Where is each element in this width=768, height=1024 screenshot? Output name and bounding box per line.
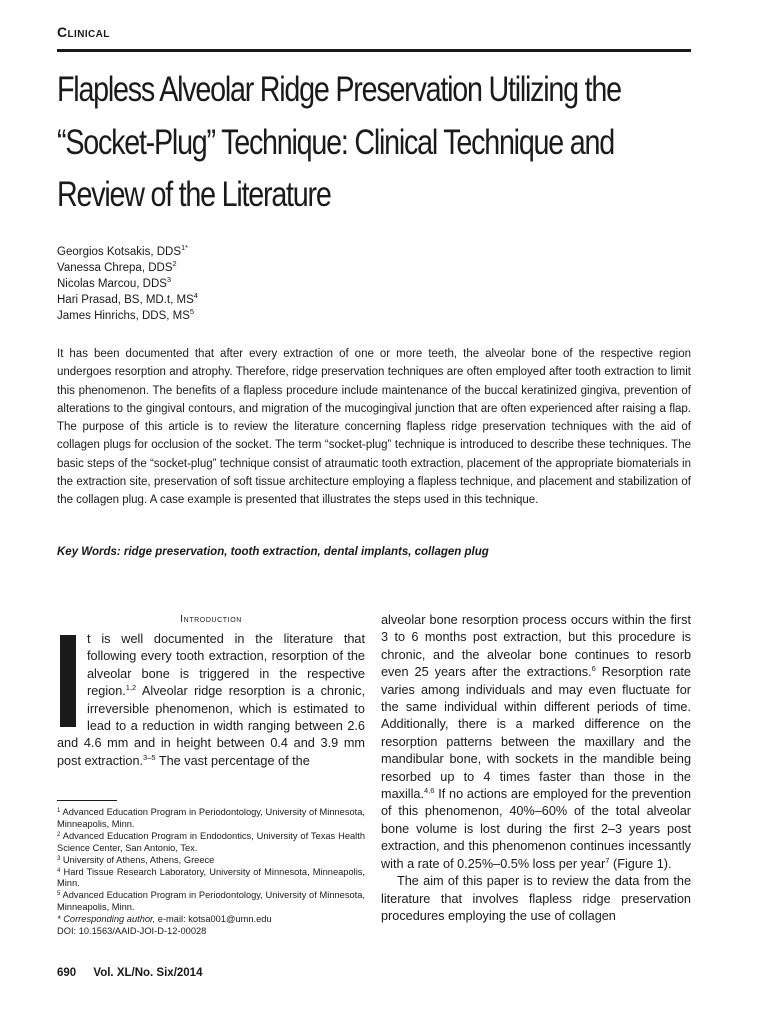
footnotes [57,807,365,938]
page-footer [57,967,202,979]
author-item: Nicolas Marcou, DDS$^3$ [57,275,172,290]
introduction-heading: Introduction [180,613,242,625]
drop-cap-glyph [57,635,79,727]
body-paragraph: alveolar bone resorption process occurs within the first 3 to 6 months post extraction, but this procedure is chronic, and the alveolar bone continues to resorb even 25 years after the extractions.$^6$ Resorption rate varies among individuals and may even fluctuate for the same individual within different periods of time. Additionally, there is a marked difference on the resorption patterns between the maxillary and the mandibular bone, with sockets in the mandible being resorbed up to 4 times faster than those in the maxilla.$^{4,6}$ If no actions are employed for the prevention of this phenomenon, 40%–60% of the total alveolar bone volume is lost during the first 2–3 years post extraction, and this phenomenon continues incessantly with a rate of 0.25%–0.5% loss per year$^7$ (Figure 1). [381,613,691,871]
author-item: Vanessa Chrepa, DDS$^2$ [57,259,177,274]
left-column [57,612,365,770]
right-column [381,612,691,925]
body-paragraph: The aim of this paper is to review the data from the literature that involves flapless ridge preservation procedures employing the use of collagen [381,874,691,923]
corresponding-author: * Corresponding author, e-mail: kotsa001@umn.edu [57,914,272,925]
author-item: James Hinrichs, DDS, $MS^5$ [57,307,195,322]
introduction-paragraph: I t is well documented in the literature that following every tooth extraction, resorption of the alveolar bone is triggered in the respective region.$^{1,2}$ Alveolar ridge resorption is a chronic, irreversible phenomenon, which is estimated to lead to a reduction in width ranging between 2.6 and 4.6 mm and in height between 0.4 and 3.9 mm post extraction.$^{3-5}$ The vast percentage of the [57,632,365,768]
drop-cap-letter: I [66,684,70,698]
footnote-rule [57,800,117,801]
section-label: Clinical [57,24,110,40]
doi[interactable]: DOI: 10.1563/AAID-JOI-D-12-00028 [57,926,207,937]
header-rule [57,49,691,52]
footnote: $^4$ Hard Tissue Research Laboratory, University of Minnesota, Minneapolis, Minn. [57,866,365,889]
author-email[interactable]: e-mail: kotsa001@umn.edu [155,914,272,925]
drop-cap [57,635,79,727]
footnote: $^2$ Advanced Education Program in Endodontics, University of Texas Health Science Center, San Antonio, Tex. [57,830,365,853]
author-item: Georgios Kotsakis, $DDS^{1*}$ [57,243,189,258]
abstract: It has been documented that after every extraction of one or more teeth, the alveolar bone of the respective region undergoes resorption and atrophy. Therefore, ridge preservation techniques are often employed after tooth extraction to limit this phenomenon. The benefits of a flapless procedure include maintenance of the buccal keratinized gingiva, prevention of alterations to the gingival contours, and migration of the mucogingival junction that are often experienced after raising a flap. The purpose of this article is to review the literature concerning flapless ridge preservation techniques with the aid of collagen plugs for occlusion of the socket. The term “socket-plug” technique is introduced to describe these techniques. The basic steps of the “socket-plug” technique consist of atraumatic tooth extraction, placement of the appropriate biomaterials in the extraction site, preservation of soft tissue architecture employing a flapless technique, and placement and stabilization of the collagen plug. A case example is presented that illustrates the steps used in this technique. [57,348,691,507]
page-number: 690 [57,967,77,979]
article-title: Flapless Alveolar Ridge Preservation Utilizing the “Socket-Plug” Technique: Clinical Technique and Review of the Literature [57,70,621,214]
footnote: $^1$ Advanced Education Program in Periodontology, University of Minnesota, Minneapolis, Minn. [57,807,365,829]
footnote: $^5$ Advanced Education Program in Periodontology, University of Minnesota, Minneapolis, Minn. [57,890,365,913]
author-list [57,244,198,324]
footnote: $^3$ University of Athens, Athens, Greece [57,854,215,865]
journal-issue: Vol. XL/No. Six/2014 [93,967,203,979]
author-item: Hari Prasad, BS, MD.t, $MS^4$ [57,291,198,306]
keywords: Key Words: ridge preservation, tooth extraction, dental implants, collagen plug [57,546,489,558]
journal-page [57,0,691,1024]
